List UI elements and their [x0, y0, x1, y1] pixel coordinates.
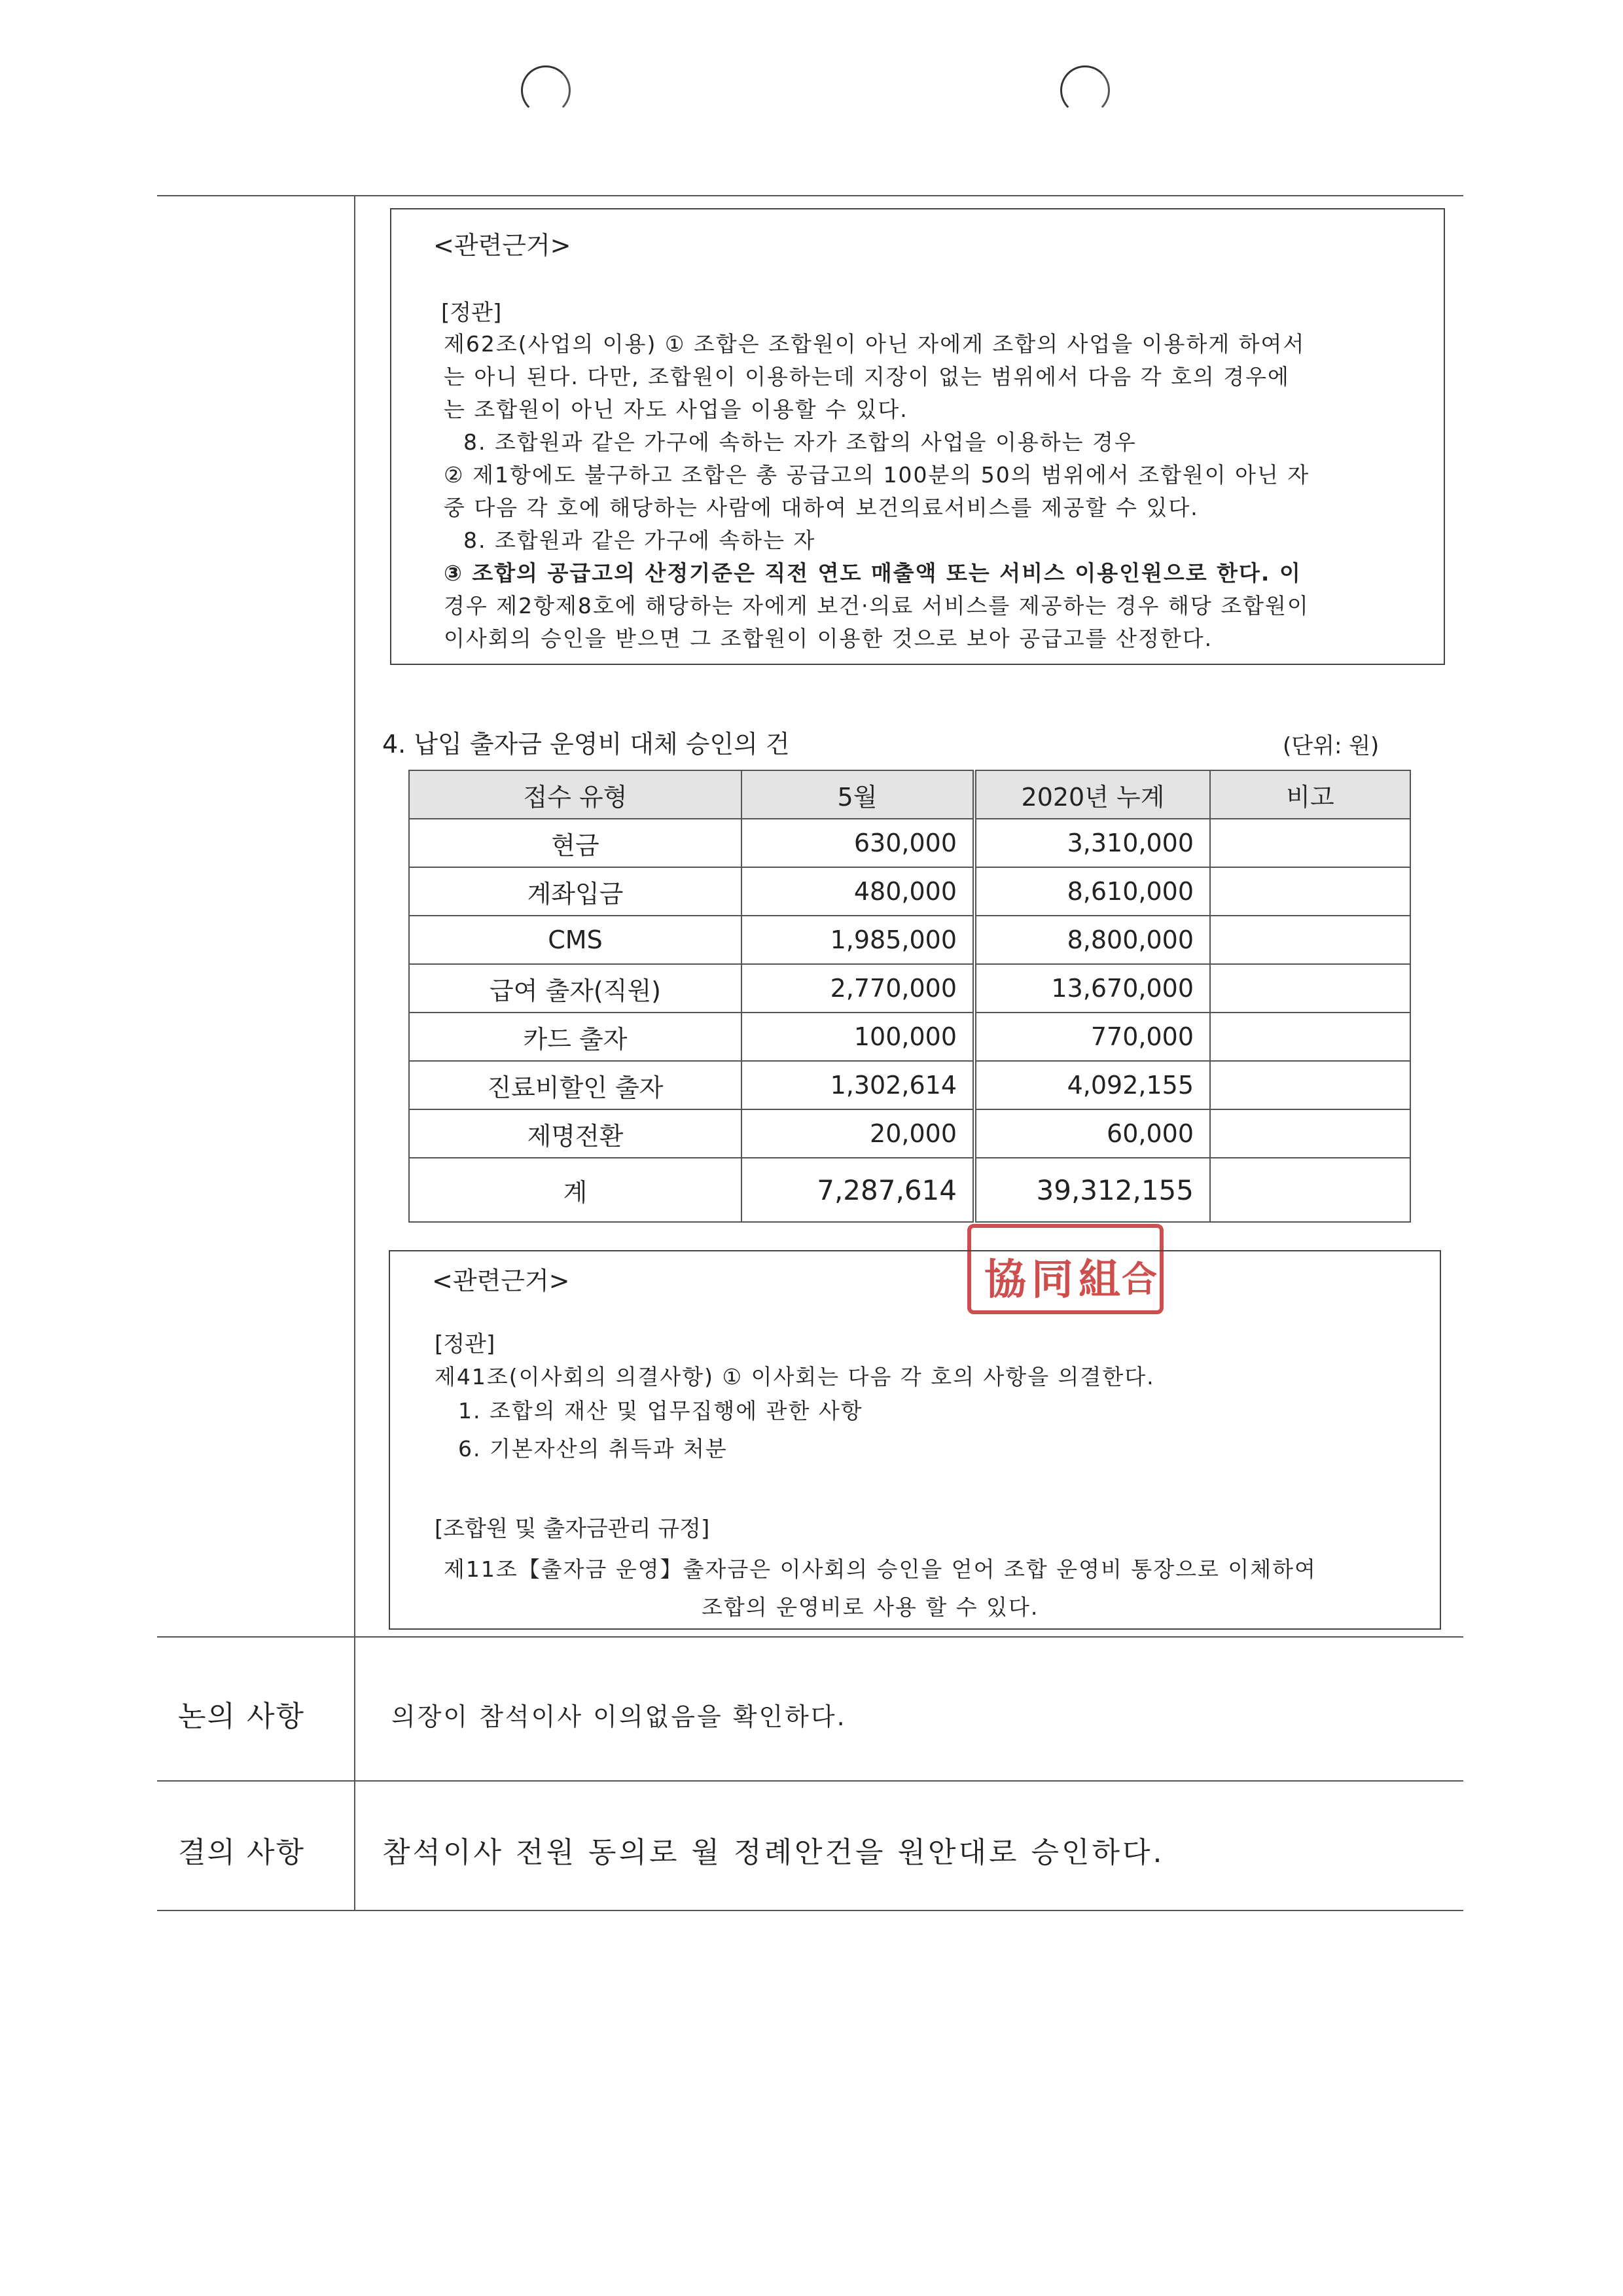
frame-label-divider [354, 195, 355, 1910]
cell-total-may: 7,287,614 [741, 1158, 974, 1222]
resolution-label: 결의 사항 [178, 1836, 306, 1869]
discussion-text: 의장이 참석이사 이의없음을 확인하다. [391, 1702, 847, 1731]
cell-may: 480,000 [741, 867, 974, 916]
reference-section-label: [정관] [441, 300, 502, 326]
cell-note [1210, 867, 1410, 916]
cell-total-note [1210, 1158, 1410, 1222]
cell-may: 630,000 [741, 819, 974, 867]
cell-may: 1,985,000 [741, 916, 974, 964]
reference-line: 중 다음 각 호에 해당하는 사람에 대하여 보건의료서비스를 제공할 수 있다. [444, 495, 1199, 520]
cell-ytd: 13,670,000 [974, 964, 1210, 1013]
cell-may: 1,302,614 [741, 1061, 974, 1109]
cell-total-ytd: 39,312,155 [974, 1158, 1210, 1222]
table-row [409, 964, 1410, 1013]
reference-line: 제11조【출자금 운영】출자금은 이사회의 승인을 얻어 조합 운영비 통장으로 이체하여 [444, 1556, 1317, 1582]
frame-bottom-line [157, 1910, 1463, 1911]
table-row [409, 916, 1410, 964]
cell-note [1210, 1013, 1410, 1061]
cell-total-label: 계 [409, 1158, 741, 1222]
cell-note [1210, 1061, 1410, 1109]
frame-line-resolution-top [157, 1780, 1463, 1782]
frame-line-discussion-top [157, 1636, 1463, 1638]
reference-line: 는 조합원이 아닌 자도 사업을 이용할 수 있다. [444, 397, 908, 422]
reference-heading: <관련근거> [433, 231, 571, 260]
resolution-text: 참석이사 전원 동의로 월 정례안건을 원안대로 승인하다. [382, 1836, 1165, 1869]
header-ytd: 2020년 누계 [974, 770, 1210, 819]
reference-line: 6. 기본자산의 취득과 처분 [458, 1436, 728, 1462]
reference-line: 경우 제2항제8호에 해당하는 자에게 보건·의료 서비스를 제공하는 경우 해당 조합원이 [444, 593, 1310, 619]
discussion-label: 논의 사항 [178, 1700, 306, 1733]
cell-note [1210, 819, 1410, 867]
cell-type: 카드 출자 [409, 1013, 741, 1061]
table-total-row [409, 1158, 1410, 1222]
investment-table [408, 770, 1411, 1223]
cell-may: 20,000 [741, 1109, 974, 1158]
cell-ytd: 8,610,000 [974, 867, 1210, 916]
cell-note [1210, 964, 1410, 1013]
reference-line: ② 제1항에도 불구하고 조합은 총 공급고의 100분의 50의 범위에서 조합원이 아닌 자 [444, 462, 1310, 488]
reference-line: 1. 조합의 재산 및 업무집행에 관한 사항 [458, 1398, 863, 1424]
table-header-row [409, 770, 1410, 819]
cell-note [1210, 916, 1410, 964]
reference-line: 이사회의 승인을 받으면 그 조합원이 이용한 것으로 보아 공급고를 산정한다. [444, 626, 1213, 651]
table-row [409, 1013, 1410, 1061]
cell-note [1210, 1109, 1410, 1158]
table-row [409, 1109, 1410, 1158]
reference-line: ③ 조합의 공급고의 산정기준은 직전 연도 매출액 또는 서비스 이용인원으로 한다. 이 [444, 560, 1302, 586]
reference-box-bylaws-62 [390, 208, 1445, 665]
cell-type: 급여 출자(직원) [409, 964, 741, 1013]
reference-line: 제62조(사업의 이용) ① 조합은 조합원이 아닌 자에게 조합의 사업을 이용하게 하여서 [444, 331, 1306, 357]
official-seal-stamp: 協 同 組 合 [967, 1224, 1164, 1314]
cell-may: 2,770,000 [741, 964, 974, 1013]
reference-section-label: [조합원 및 출자금관리 규정] [435, 1516, 710, 1542]
cell-may: 100,000 [741, 1013, 974, 1061]
header-note: 비고 [1210, 770, 1410, 819]
cell-type: 진료비할인 출자 [409, 1061, 741, 1109]
cell-ytd: 60,000 [974, 1109, 1210, 1158]
reference-line: 8. 조합원과 같은 가구에 속하는 자가 조합의 사업을 이용하는 경우 [463, 429, 1137, 455]
header-may: 5월 [741, 770, 974, 819]
cell-type: CMS [409, 916, 741, 964]
table-row [409, 1061, 1410, 1109]
reference-heading: <관련근거> [432, 1266, 570, 1295]
table-row [409, 867, 1410, 916]
cell-type: 제명전환 [409, 1109, 741, 1158]
cell-ytd: 8,800,000 [974, 916, 1210, 964]
frame-top-line [157, 195, 1463, 196]
cell-ytd: 4,092,155 [974, 1061, 1210, 1109]
punch-hole-left [521, 65, 571, 115]
reference-line: 는 아니 된다. 다만, 조합원이 이용하는데 지장이 없는 범위에서 다음 각 호의 경우에 [444, 364, 1290, 389]
cell-type: 계좌입금 [409, 867, 741, 916]
cell-ytd: 3,310,000 [974, 819, 1210, 867]
agenda-item-title: 4. 납입 출자금 운영비 대체 승인의 건 [382, 730, 790, 759]
reference-box-bylaws-41 [389, 1250, 1441, 1630]
reference-line: 8. 조합원과 같은 가구에 속하는 자 [463, 528, 816, 553]
table-row [409, 819, 1410, 867]
cell-type: 현금 [409, 819, 741, 867]
punch-hole-right [1060, 65, 1110, 115]
reference-line: 조합의 운영비로 사용 할 수 있다. [702, 1594, 1039, 1620]
reference-section-label: [정관] [435, 1331, 495, 1357]
reference-line: 제41조(이사회의 의결사항) ① 이사회는 다음 각 호의 사항을 의결한다. [435, 1364, 1155, 1390]
header-type: 접수 유형 [409, 770, 741, 819]
unit-label: (단위: 원) [1283, 733, 1380, 759]
cell-ytd: 770,000 [974, 1013, 1210, 1061]
